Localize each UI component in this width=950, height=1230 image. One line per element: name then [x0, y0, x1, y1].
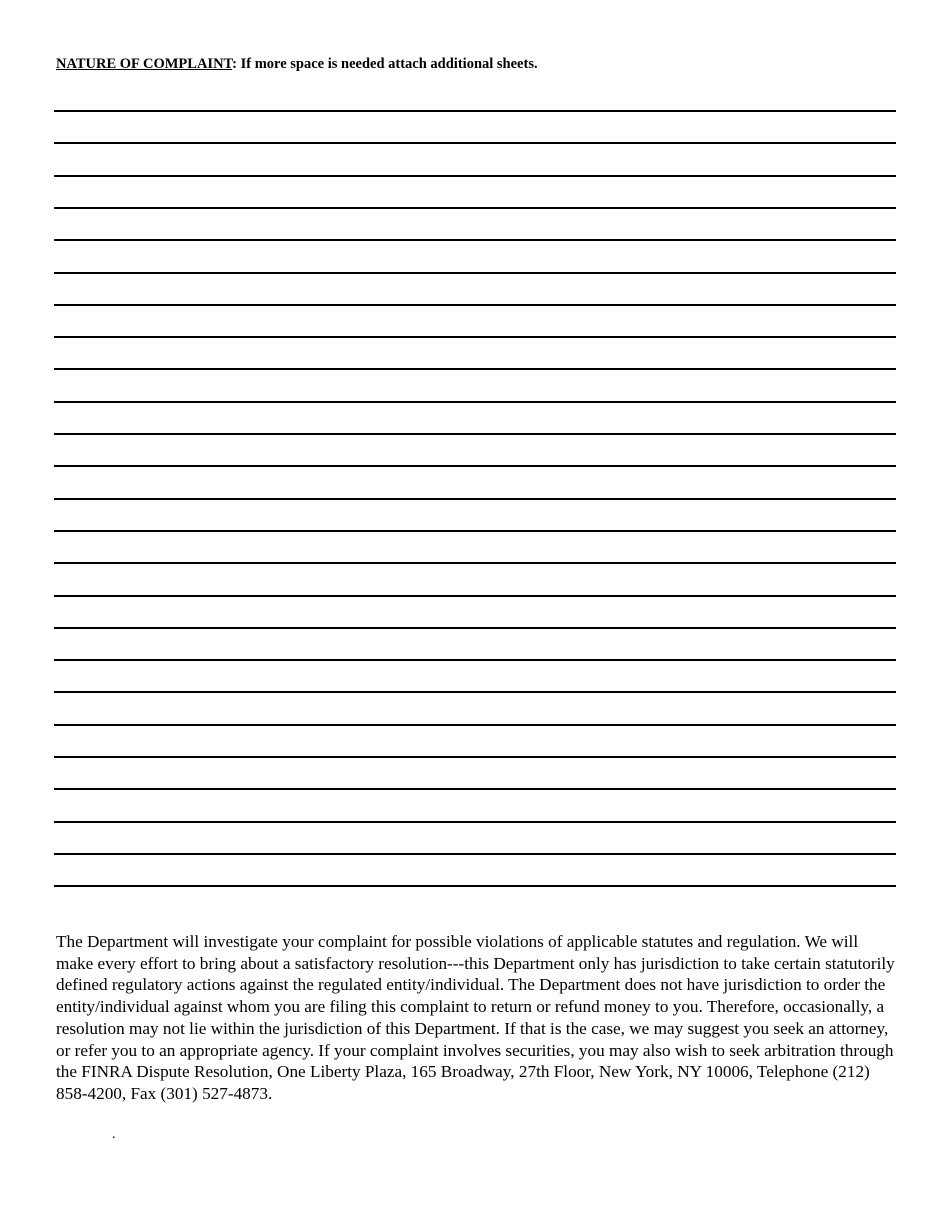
writing-line: [54, 530, 896, 532]
writing-line: [54, 175, 896, 177]
complaint-heading-instruction: : If more space is needed attach additional sheets.: [232, 56, 538, 72]
writing-line: [54, 498, 896, 500]
writing-line: [54, 756, 896, 758]
writing-line: [54, 724, 896, 726]
writing-line: [54, 595, 896, 597]
writing-line: [54, 239, 896, 241]
writing-line: [54, 627, 896, 629]
writing-line: [54, 788, 896, 790]
writing-line: [54, 207, 896, 209]
writing-line: [54, 853, 896, 855]
writing-line: [54, 401, 896, 403]
writing-line: [54, 142, 896, 144]
department-notice: The Department will investigate your complaint for possible violations of applicable statutes and regulation. We will make every effort to bring about a satisfactory resolution---this Department only has jurisdiction to take certain statutorily defined regulatory actions against the regulated entity/individual. The Department does not have jurisdiction to order the entity/individual against whom you are filing this complaint to return or refund money to you. Therefore, occasionally, a resolution may not lie within the jurisdiction of this Department. If that is the case, we may suggest you seek an attorney, or refer you to an appropriate agency. If your complaint involves securities, you may also wish to seek arbitration through the FINRA Dispute Resolution, One Liberty Plaza, 165 Broadway, 27th Floor, New York, NY 10006, Telephone (212) 858-4200, Fax (301) 527-4873.: [56, 932, 895, 1103]
writing-line: [54, 691, 896, 693]
writing-line: [54, 304, 896, 306]
writing-line: [54, 336, 896, 338]
writing-line: [54, 272, 896, 274]
writing-line: [54, 659, 896, 661]
footer-mark: .: [112, 1127, 116, 1142]
writing-line: [54, 110, 896, 112]
writing-line: [54, 433, 896, 435]
complaint-writing-area[interactable]: [54, 0, 896, 900]
complaint-heading-label: NATURE OF COMPLAINT: [56, 56, 233, 72]
writing-line: [54, 562, 896, 564]
writing-line: [54, 821, 896, 823]
writing-line: [54, 885, 896, 887]
writing-line: [54, 368, 896, 370]
writing-line: [54, 465, 896, 467]
